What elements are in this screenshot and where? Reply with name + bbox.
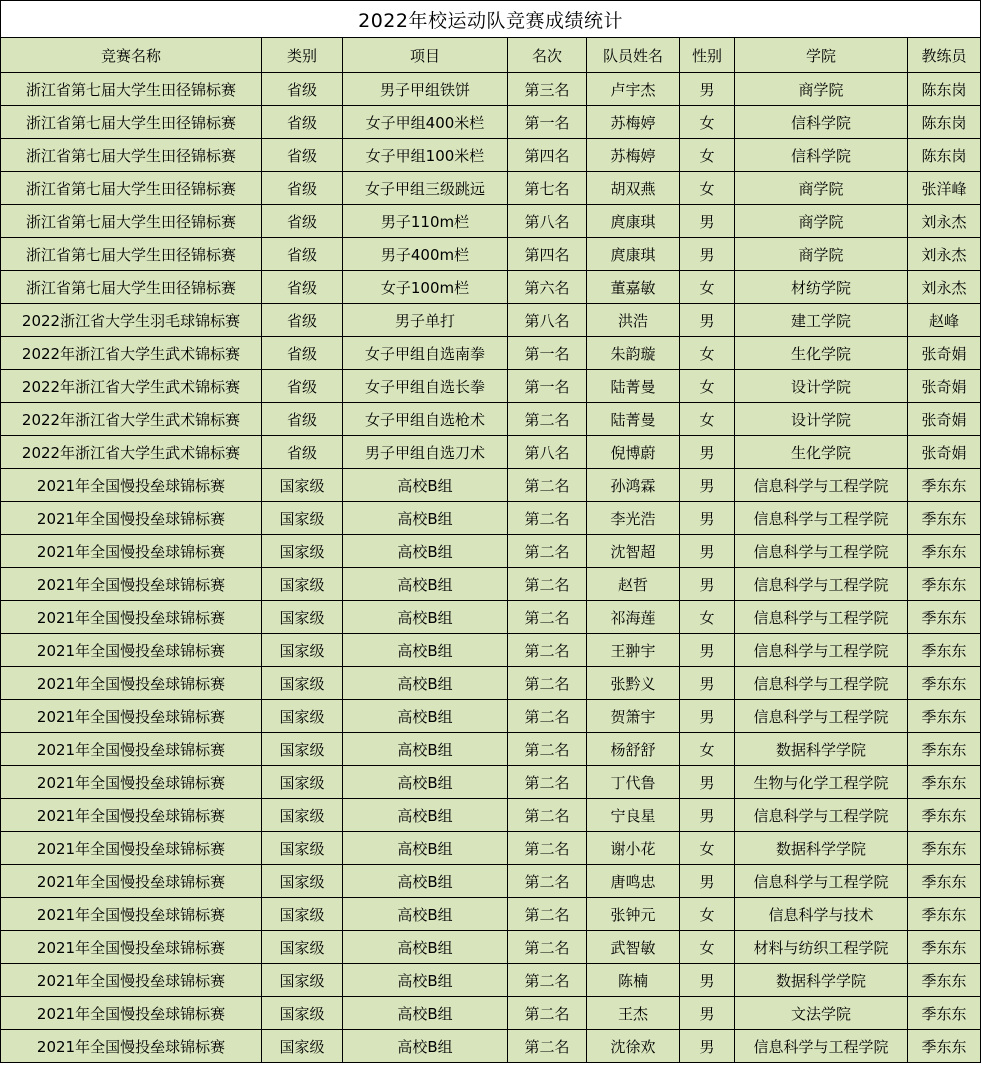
table-row [1, 601, 981, 634]
event-cell: 高校B组 [343, 931, 508, 964]
level-cell: 国家级 [262, 832, 343, 865]
table-row [1, 205, 981, 238]
gender-cell: 男 [680, 469, 735, 502]
table-row [1, 766, 981, 799]
table-row [1, 403, 981, 436]
table-row [1, 337, 981, 370]
table-row [1, 634, 981, 667]
gender-cell: 女 [680, 601, 735, 634]
competition-cell: 2021年全国慢投垒球锦标赛 [1, 568, 262, 601]
competition-cell: 2021年全国慢投垒球锦标赛 [1, 634, 262, 667]
rank-cell: 第一名 [508, 337, 587, 370]
competition-cell: 2021年全国慢投垒球锦标赛 [1, 733, 262, 766]
coach-cell: 季东东 [908, 997, 981, 1030]
gender-cell: 女 [680, 832, 735, 865]
header-gender: 性别 [680, 38, 735, 73]
college-cell: 信息科学与工程学院 [735, 667, 908, 700]
level-cell: 省级 [262, 304, 343, 337]
gender-cell: 男 [680, 964, 735, 997]
competition-cell: 2022年浙江省大学生武术锦标赛 [1, 337, 262, 370]
event-cell: 男子单打 [343, 304, 508, 337]
gender-cell: 男 [680, 304, 735, 337]
level-cell: 国家级 [262, 997, 343, 1030]
athlete-name-cell: 王杰 [587, 997, 680, 1030]
coach-cell: 季东东 [908, 634, 981, 667]
college-cell: 信科学院 [735, 139, 908, 172]
athlete-name-cell: 武智敏 [587, 931, 680, 964]
coach-cell: 季东东 [908, 931, 981, 964]
rank-cell: 第二名 [508, 931, 587, 964]
level-cell: 国家级 [262, 898, 343, 931]
table-row [1, 535, 981, 568]
event-cell: 女子甲组100米栏 [343, 139, 508, 172]
rank-cell: 第二名 [508, 700, 587, 733]
event-cell: 高校B组 [343, 1030, 508, 1063]
level-cell: 国家级 [262, 1030, 343, 1063]
college-cell: 商学院 [735, 205, 908, 238]
gender-cell: 男 [680, 700, 735, 733]
college-cell: 生物与化学工程学院 [735, 766, 908, 799]
athlete-name-cell: 丁代鲁 [587, 766, 680, 799]
level-cell: 国家级 [262, 535, 343, 568]
level-cell: 国家级 [262, 931, 343, 964]
competition-cell: 2021年全国慢投垒球锦标赛 [1, 799, 262, 832]
event-cell: 男子400m栏 [343, 238, 508, 271]
level-cell: 省级 [262, 403, 343, 436]
college-cell: 信息科学与工程学院 [735, 535, 908, 568]
level-cell: 国家级 [262, 601, 343, 634]
competition-cell: 2021年全国慢投垒球锦标赛 [1, 865, 262, 898]
college-cell: 建工学院 [735, 304, 908, 337]
college-cell: 信息科学与工程学院 [735, 502, 908, 535]
gender-cell: 男 [680, 535, 735, 568]
header-level: 类别 [262, 38, 343, 73]
table-row [1, 172, 981, 205]
coach-cell: 赵峰 [908, 304, 981, 337]
athlete-name-cell: 庹康琪 [587, 205, 680, 238]
athlete-name-cell: 洪浩 [587, 304, 680, 337]
rank-cell: 第八名 [508, 304, 587, 337]
rank-cell: 第一名 [508, 370, 587, 403]
event-cell: 高校B组 [343, 733, 508, 766]
event-cell: 高校B组 [343, 634, 508, 667]
table-row [1, 667, 981, 700]
gender-cell: 女 [680, 139, 735, 172]
competition-cell: 2021年全国慢投垒球锦标赛 [1, 667, 262, 700]
event-cell: 高校B组 [343, 601, 508, 634]
level-cell: 国家级 [262, 667, 343, 700]
college-cell: 信息科学与工程学院 [735, 700, 908, 733]
coach-cell: 张奇娟 [908, 403, 981, 436]
athlete-name-cell: 王翀宇 [587, 634, 680, 667]
rank-cell: 第二名 [508, 667, 587, 700]
competition-cell: 浙江省第七届大学生田径锦标赛 [1, 106, 262, 139]
competition-cell: 2021年全国慢投垒球锦标赛 [1, 700, 262, 733]
coach-cell: 张洋峰 [908, 172, 981, 205]
event-cell: 男子甲组自选刀术 [343, 436, 508, 469]
coach-cell: 张奇娟 [908, 337, 981, 370]
athlete-name-cell: 董嘉敏 [587, 271, 680, 304]
table-row [1, 436, 981, 469]
event-cell: 高校B组 [343, 700, 508, 733]
level-cell: 省级 [262, 436, 343, 469]
college-cell: 数据科学学院 [735, 832, 908, 865]
athlete-name-cell: 贺箫宇 [587, 700, 680, 733]
athlete-name-cell: 张钟元 [587, 898, 680, 931]
competition-cell: 浙江省第七届大学生田径锦标赛 [1, 139, 262, 172]
gender-cell: 男 [680, 73, 735, 106]
coach-cell: 季东东 [908, 964, 981, 997]
coach-cell: 张奇娟 [908, 370, 981, 403]
competition-cell: 浙江省第七届大学生田径锦标赛 [1, 73, 262, 106]
table-row [1, 898, 981, 931]
table-row [1, 832, 981, 865]
college-cell: 材纺学院 [735, 271, 908, 304]
college-cell: 商学院 [735, 172, 908, 205]
coach-cell: 陈东岗 [908, 106, 981, 139]
table-row [1, 502, 981, 535]
header-competition: 竞赛名称 [1, 38, 262, 73]
level-cell: 省级 [262, 73, 343, 106]
header-rank: 名次 [508, 38, 587, 73]
event-cell: 高校B组 [343, 535, 508, 568]
header-event: 项目 [343, 38, 508, 73]
college-cell: 文法学院 [735, 997, 908, 1030]
gender-cell: 女 [680, 271, 735, 304]
college-cell: 设计学院 [735, 370, 908, 403]
rank-cell: 第七名 [508, 172, 587, 205]
athlete-name-cell: 卢宇杰 [587, 73, 680, 106]
competition-cell: 2021年全国慢投垒球锦标赛 [1, 931, 262, 964]
competition-cell: 2021年全国慢投垒球锦标赛 [1, 832, 262, 865]
college-cell: 信息科学与技术 [735, 898, 908, 931]
competition-cell: 2021年全国慢投垒球锦标赛 [1, 766, 262, 799]
table-row [1, 997, 981, 1030]
level-cell: 省级 [262, 172, 343, 205]
level-cell: 省级 [262, 337, 343, 370]
level-cell: 国家级 [262, 568, 343, 601]
table-row [1, 799, 981, 832]
rank-cell: 第三名 [508, 73, 587, 106]
college-cell: 信息科学与工程学院 [735, 601, 908, 634]
coach-cell: 季东东 [908, 799, 981, 832]
athlete-name-cell: 孙鸿霖 [587, 469, 680, 502]
level-cell: 国家级 [262, 634, 343, 667]
rank-cell: 第二名 [508, 865, 587, 898]
level-cell: 省级 [262, 139, 343, 172]
gender-cell: 男 [680, 568, 735, 601]
gender-cell: 男 [680, 238, 735, 271]
coach-cell: 季东东 [908, 667, 981, 700]
header-coach: 教练员 [908, 38, 981, 73]
rank-cell: 第二名 [508, 964, 587, 997]
coach-cell: 季东东 [908, 1030, 981, 1063]
rank-cell: 第二名 [508, 469, 587, 502]
rank-cell: 第二名 [508, 568, 587, 601]
athlete-name-cell: 李光浩 [587, 502, 680, 535]
college-cell: 材料与纺织工程学院 [735, 931, 908, 964]
level-cell: 国家级 [262, 469, 343, 502]
coach-cell: 刘永杰 [908, 271, 981, 304]
athlete-name-cell: 倪博蔚 [587, 436, 680, 469]
level-cell: 省级 [262, 106, 343, 139]
competition-cell: 浙江省第七届大学生田径锦标赛 [1, 271, 262, 304]
athlete-name-cell: 宁良星 [587, 799, 680, 832]
level-cell: 省级 [262, 370, 343, 403]
coach-cell: 陈东岗 [908, 139, 981, 172]
table-title: 2022年校运动队竞赛成绩统计 [1, 1, 981, 38]
level-cell: 国家级 [262, 700, 343, 733]
college-cell: 生化学院 [735, 436, 908, 469]
table-row [1, 304, 981, 337]
athlete-name-cell: 陆菁曼 [587, 403, 680, 436]
competition-cell: 2021年全国慢投垒球锦标赛 [1, 997, 262, 1030]
competition-cell: 2021年全国慢投垒球锦标赛 [1, 502, 262, 535]
college-cell: 信息科学与工程学院 [735, 568, 908, 601]
athlete-name-cell: 沈智超 [587, 535, 680, 568]
header-college: 学院 [735, 38, 908, 73]
table-row [1, 238, 981, 271]
rank-cell: 第二名 [508, 997, 587, 1030]
coach-cell: 季东东 [908, 733, 981, 766]
event-cell: 高校B组 [343, 865, 508, 898]
competition-cell: 2021年全国慢投垒球锦标赛 [1, 535, 262, 568]
rank-cell: 第二名 [508, 634, 587, 667]
table-row [1, 73, 981, 106]
level-cell: 国家级 [262, 964, 343, 997]
event-cell: 高校B组 [343, 997, 508, 1030]
competition-cell: 浙江省第七届大学生田径锦标赛 [1, 205, 262, 238]
college-cell: 设计学院 [735, 403, 908, 436]
rank-cell: 第二名 [508, 832, 587, 865]
event-cell: 高校B组 [343, 832, 508, 865]
athlete-name-cell: 苏梅婷 [587, 106, 680, 139]
rank-cell: 第二名 [508, 1030, 587, 1063]
gender-cell: 男 [680, 1030, 735, 1063]
coach-cell: 季东东 [908, 502, 981, 535]
gender-cell: 女 [680, 370, 735, 403]
college-cell: 商学院 [735, 73, 908, 106]
event-cell: 高校B组 [343, 964, 508, 997]
event-cell: 女子100m栏 [343, 271, 508, 304]
athlete-name-cell: 杨舒舒 [587, 733, 680, 766]
gender-cell: 男 [680, 436, 735, 469]
coach-cell: 陈东岗 [908, 73, 981, 106]
gender-cell: 女 [680, 172, 735, 205]
event-cell: 高校B组 [343, 799, 508, 832]
rank-cell: 第二名 [508, 733, 587, 766]
college-cell: 信息科学与工程学院 [735, 799, 908, 832]
event-cell: 女子甲组自选枪术 [343, 403, 508, 436]
gender-cell: 男 [680, 799, 735, 832]
college-cell: 信息科学与工程学院 [735, 1030, 908, 1063]
competition-cell: 浙江省第七届大学生田径锦标赛 [1, 238, 262, 271]
rank-cell: 第二名 [508, 403, 587, 436]
competition-cell: 2021年全国慢投垒球锦标赛 [1, 601, 262, 634]
gender-cell: 女 [680, 733, 735, 766]
event-cell: 高校B组 [343, 667, 508, 700]
competition-cell: 2022年浙江省大学生武术锦标赛 [1, 436, 262, 469]
rank-cell: 第二名 [508, 535, 587, 568]
competition-cell: 2022浙江省大学生羽毛球锦标赛 [1, 304, 262, 337]
rank-cell: 第四名 [508, 238, 587, 271]
event-cell: 高校B组 [343, 502, 508, 535]
gender-cell: 女 [680, 931, 735, 964]
event-cell: 女子甲组400米栏 [343, 106, 508, 139]
coach-cell: 季东东 [908, 898, 981, 931]
gender-cell: 女 [680, 337, 735, 370]
college-cell: 数据科学学院 [735, 964, 908, 997]
level-cell: 省级 [262, 238, 343, 271]
table-row [1, 271, 981, 304]
college-cell: 生化学院 [735, 337, 908, 370]
gender-cell: 女 [680, 403, 735, 436]
coach-cell: 季东东 [908, 535, 981, 568]
level-cell: 国家级 [262, 502, 343, 535]
gender-cell: 男 [680, 997, 735, 1030]
coach-cell: 季东东 [908, 469, 981, 502]
gender-cell: 男 [680, 205, 735, 238]
athlete-name-cell: 唐鸣忠 [587, 865, 680, 898]
rank-cell: 第二名 [508, 766, 587, 799]
rank-cell: 第六名 [508, 271, 587, 304]
athlete-name-cell: 胡双燕 [587, 172, 680, 205]
competition-cell: 2021年全国慢投垒球锦标赛 [1, 469, 262, 502]
rank-cell: 第八名 [508, 205, 587, 238]
header-row [1, 38, 981, 73]
coach-cell: 季东东 [908, 601, 981, 634]
table-row [1, 964, 981, 997]
gender-cell: 男 [680, 667, 735, 700]
athlete-name-cell: 陆菁曼 [587, 370, 680, 403]
coach-cell: 季东东 [908, 832, 981, 865]
table-row [1, 931, 981, 964]
rank-cell: 第一名 [508, 106, 587, 139]
rank-cell: 第二名 [508, 502, 587, 535]
title-row [1, 1, 981, 38]
event-cell: 女子甲组三级跳远 [343, 172, 508, 205]
coach-cell: 刘永杰 [908, 205, 981, 238]
table-row [1, 106, 981, 139]
gender-cell: 男 [680, 502, 735, 535]
college-cell: 商学院 [735, 238, 908, 271]
coach-cell: 张奇娟 [908, 436, 981, 469]
coach-cell: 刘永杰 [908, 238, 981, 271]
event-cell: 高校B组 [343, 766, 508, 799]
competition-cell: 2022年浙江省大学生武术锦标赛 [1, 370, 262, 403]
gender-cell: 女 [680, 898, 735, 931]
level-cell: 国家级 [262, 865, 343, 898]
table-row [1, 370, 981, 403]
level-cell: 国家级 [262, 799, 343, 832]
college-cell: 信科学院 [735, 106, 908, 139]
table-row [1, 139, 981, 172]
athlete-name-cell: 庹康琪 [587, 238, 680, 271]
table-row [1, 733, 981, 766]
level-cell: 国家级 [262, 733, 343, 766]
table-row [1, 1030, 981, 1063]
header-athlete-name: 队员姓名 [587, 38, 680, 73]
table-row [1, 700, 981, 733]
coach-cell: 季东东 [908, 700, 981, 733]
event-cell: 高校B组 [343, 469, 508, 502]
competition-cell: 2021年全国慢投垒球锦标赛 [1, 1030, 262, 1063]
coach-cell: 季东东 [908, 865, 981, 898]
event-cell: 高校B组 [343, 568, 508, 601]
athlete-name-cell: 谢小花 [587, 832, 680, 865]
athlete-name-cell: 朱韵璇 [587, 337, 680, 370]
event-cell: 女子甲组自选南拳 [343, 337, 508, 370]
gender-cell: 男 [680, 634, 735, 667]
level-cell: 国家级 [262, 766, 343, 799]
event-cell: 男子甲组铁饼 [343, 73, 508, 106]
rank-cell: 第二名 [508, 898, 587, 931]
rank-cell: 第八名 [508, 436, 587, 469]
competition-cell: 2021年全国慢投垒球锦标赛 [1, 898, 262, 931]
level-cell: 省级 [262, 205, 343, 238]
coach-cell: 季东东 [908, 568, 981, 601]
rank-cell: 第四名 [508, 139, 587, 172]
athlete-name-cell: 赵哲 [587, 568, 680, 601]
athlete-name-cell: 陈楠 [587, 964, 680, 997]
table-row [1, 865, 981, 898]
college-cell: 数据科学学院 [735, 733, 908, 766]
table-row [1, 568, 981, 601]
table-body [1, 73, 981, 1063]
college-cell: 信息科学与工程学院 [735, 634, 908, 667]
athlete-name-cell: 祁海莲 [587, 601, 680, 634]
coach-cell: 季东东 [908, 766, 981, 799]
competition-cell: 2021年全国慢投垒球锦标赛 [1, 964, 262, 997]
college-cell: 信息科学与工程学院 [735, 469, 908, 502]
athlete-name-cell: 沈徐欢 [587, 1030, 680, 1063]
competition-cell: 2022年浙江省大学生武术锦标赛 [1, 403, 262, 436]
table-row [1, 469, 981, 502]
event-cell: 男子110m栏 [343, 205, 508, 238]
college-cell: 信息科学与工程学院 [735, 865, 908, 898]
athlete-name-cell: 苏梅婷 [587, 139, 680, 172]
gender-cell: 男 [680, 766, 735, 799]
event-cell: 女子甲组自选长拳 [343, 370, 508, 403]
competition-cell: 浙江省第七届大学生田径锦标赛 [1, 172, 262, 205]
rank-cell: 第二名 [508, 601, 587, 634]
level-cell: 省级 [262, 271, 343, 304]
gender-cell: 女 [680, 106, 735, 139]
event-cell: 高校B组 [343, 898, 508, 931]
gender-cell: 男 [680, 865, 735, 898]
rank-cell: 第二名 [508, 799, 587, 832]
athlete-name-cell: 张黔义 [587, 667, 680, 700]
